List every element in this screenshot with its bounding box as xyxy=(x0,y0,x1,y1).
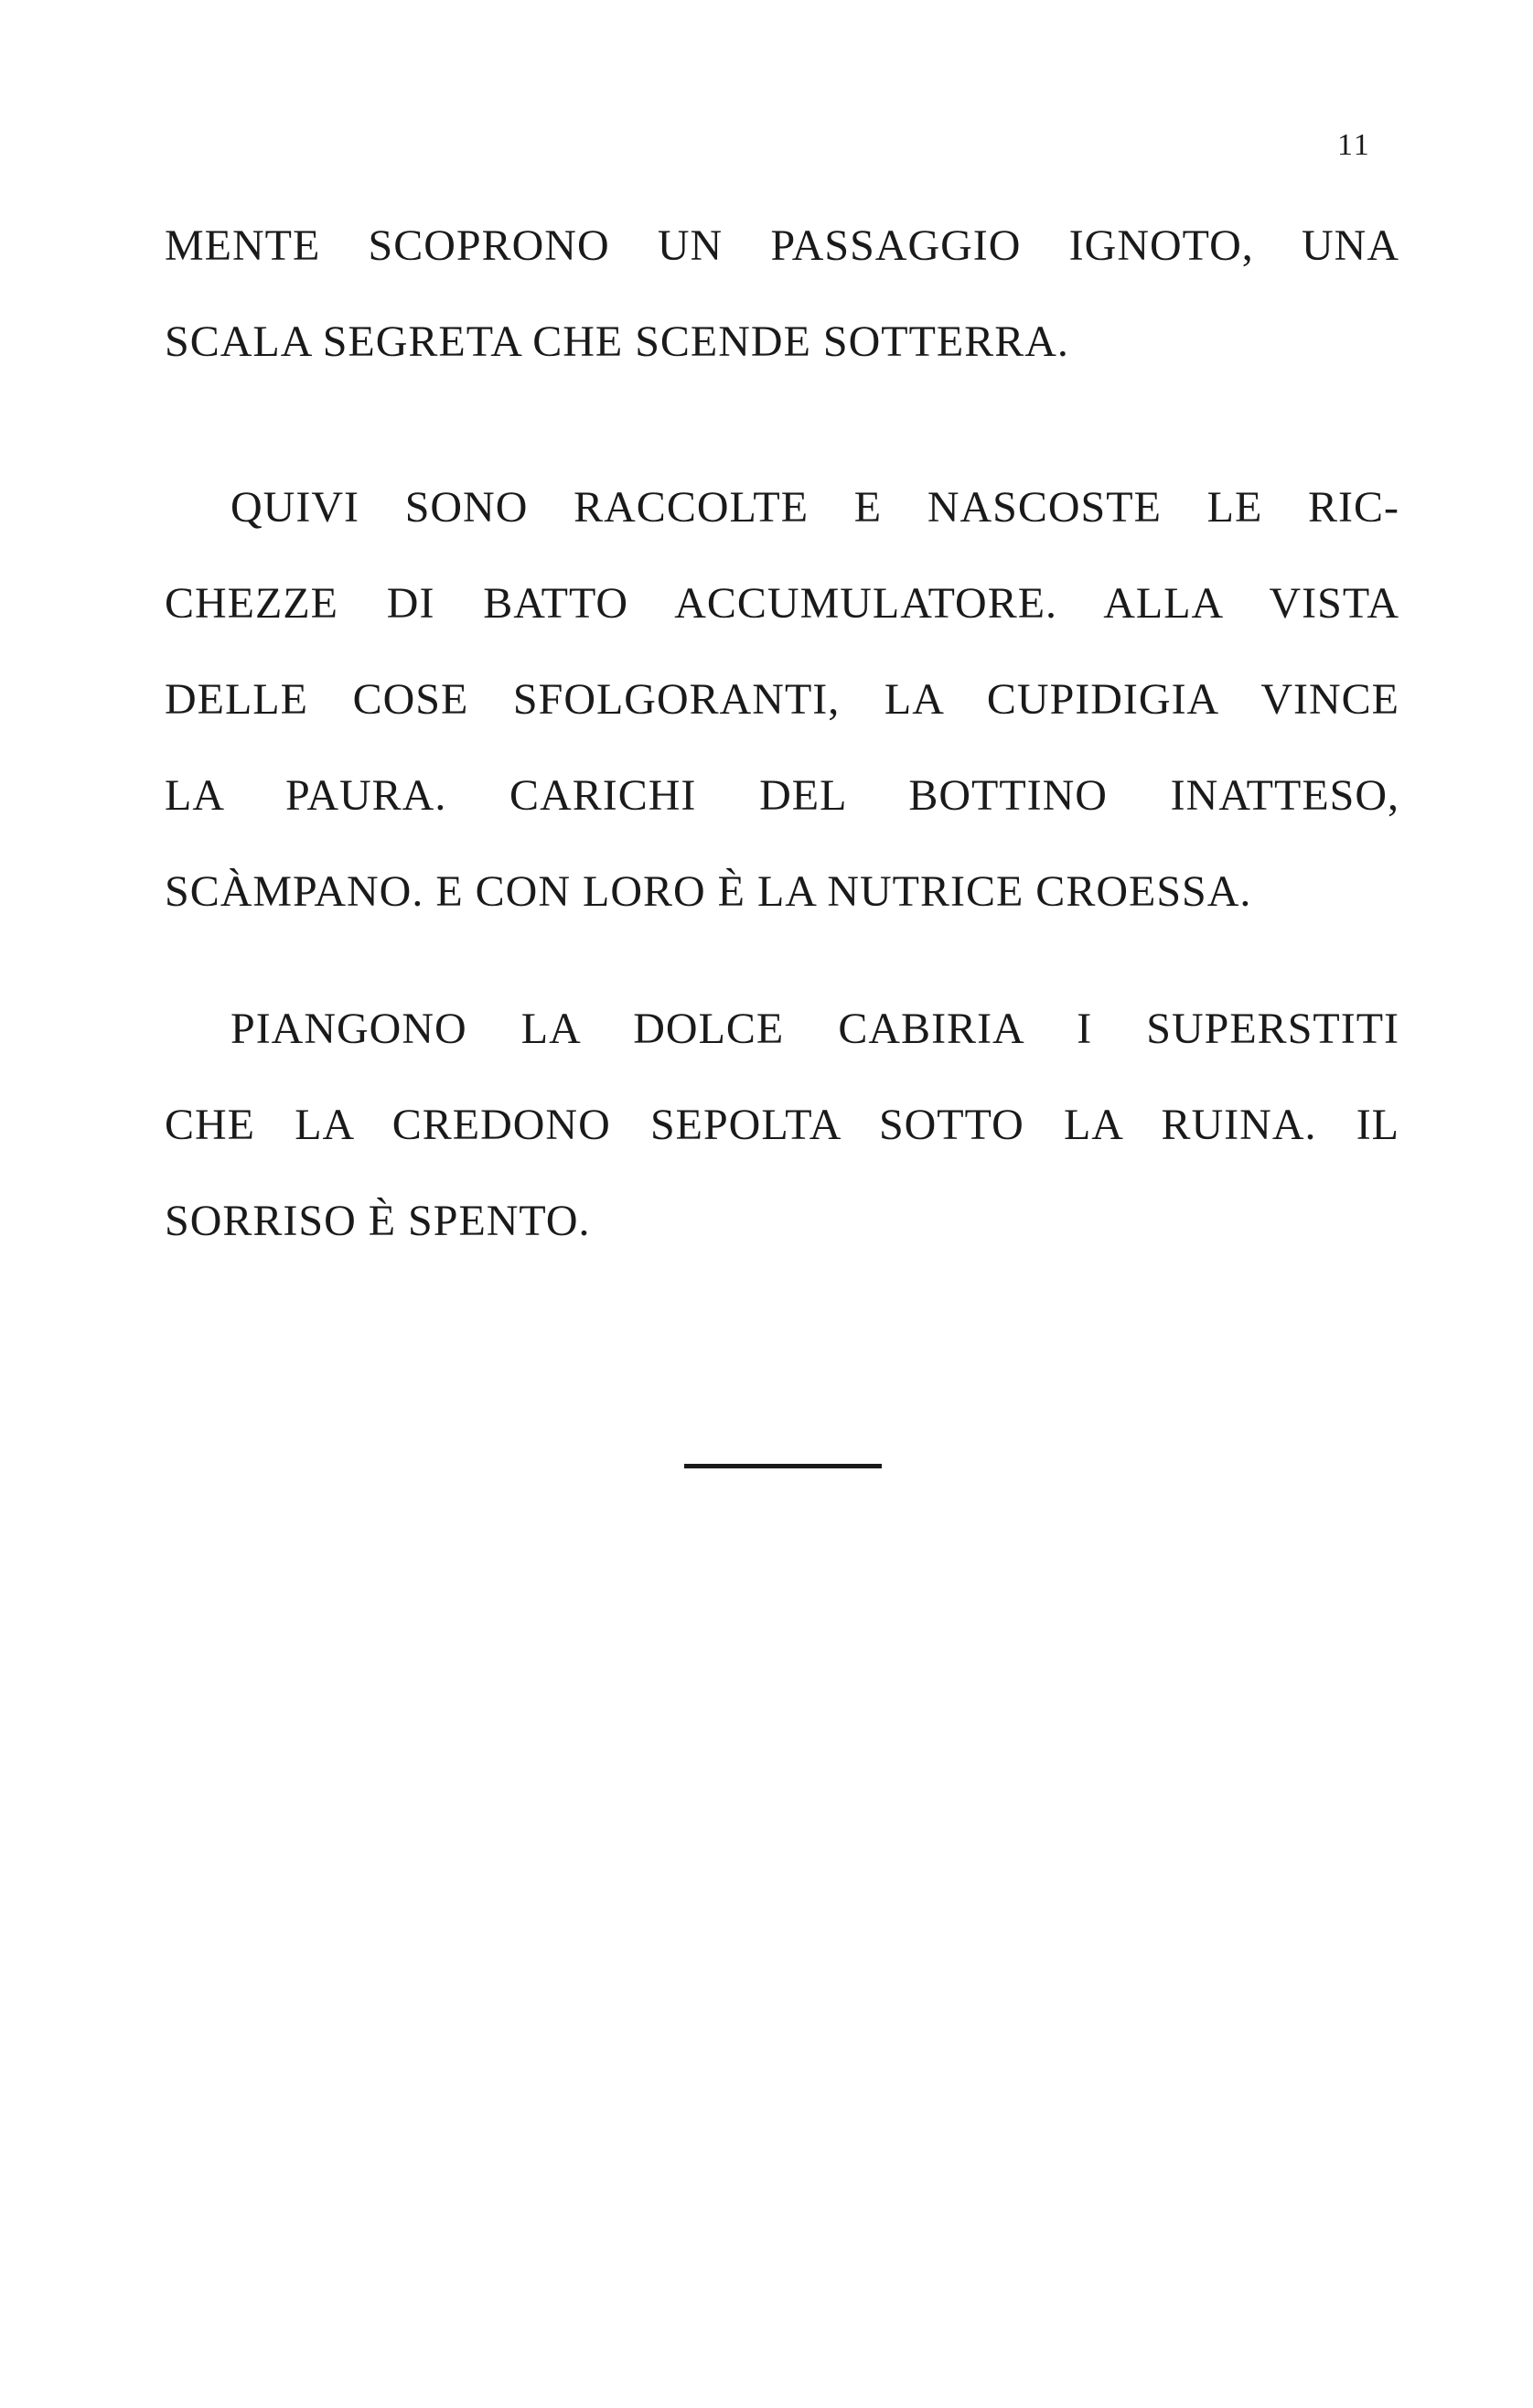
text-line: MENTE SCOPRONO UN PASSAGGIO IGNOTO, UNA xyxy=(165,221,1399,270)
text-line: QUIVI SONO RACCOLTE E NASCOSTE LE RIC- xyxy=(230,483,1399,532)
text-line: SCALA SEGRETA CHE SCENDE SOTTERRA. xyxy=(165,317,1069,366)
text-line: CHEZZE DI BATTO ACCUMULATORE. ALLA VISTA xyxy=(165,579,1399,628)
text-line: PIANGONO LA DOLCE CABIRIA I SUPERSTITI xyxy=(230,1005,1399,1053)
page-number: 11 xyxy=(1337,128,1371,162)
paragraph-1 xyxy=(165,198,1399,390)
paragraph-3 xyxy=(165,981,1399,1269)
section-divider-rule xyxy=(684,1464,882,1468)
text-line: DELLE COSE SFOLGORANTI, LA CUPIDIGIA VINCE xyxy=(165,675,1399,724)
text-line: CHE LA CREDONO SEPOLTA SOTTO LA RUINA. IL xyxy=(165,1101,1399,1149)
text-line: LA PAURA. CARICHI DEL BOTTINO INATTESO, xyxy=(165,771,1399,820)
paragraph-2 xyxy=(165,459,1399,940)
text-line: SCÀMPANO. E CON LORO È LA NUTRICE CROESSA. xyxy=(165,867,1252,916)
text-line: SORRISO È SPENTO. xyxy=(165,1197,591,1245)
